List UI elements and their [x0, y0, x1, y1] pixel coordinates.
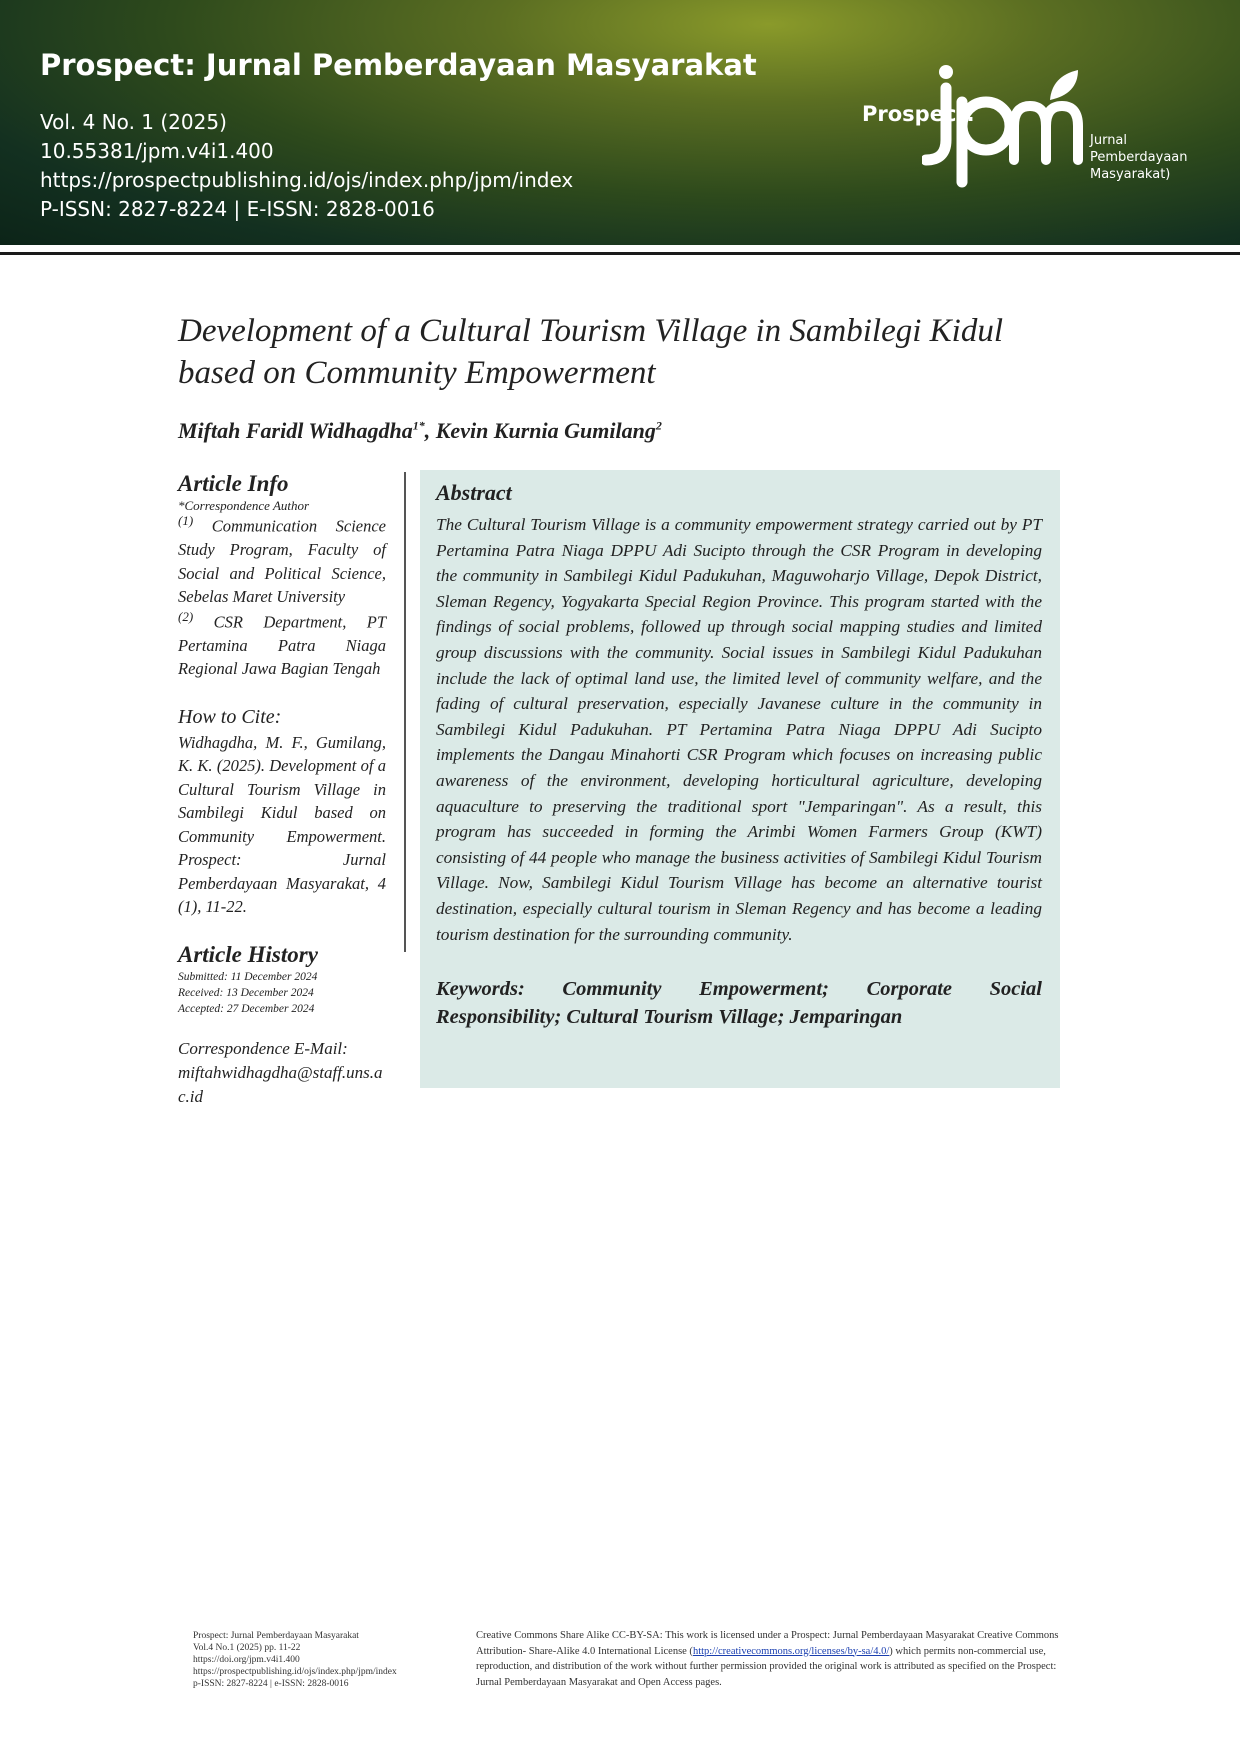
- jpm-logo-icon: [922, 62, 1092, 192]
- correspondence-email-block: [178, 1037, 386, 1109]
- article-info-heading: Article Info: [178, 471, 289, 496]
- abstract-text: The Cultural Tourism Village is a community empowerment strategy carried out by PT Pertamina Patra Niaga DPPU Adi Sucipto through the CSR Program in developing the community in Sambilegi Kidul Padukuhan, Maguwoharjo Village, Depok District, Sleman Regency, Yogyakarta Special Region Province. This program started with the findings of social problems, followed up through social mapping studies and limited group discussions with the community. Social issues in Sambilegi Kidul Padukuhan include the lack of optimal land use, the limited level of community welfare, and the fading of cultural preservation, especially Javanese culture in the community in Sambilegi Kidul Padukuhan. PT Pertamina Patra Niaga DPPU Adi Sucipto implements the Dangau Minahorti CSR Program which focuses on increasing public awareness of the environment, developing horticultural agriculture, developing aquaculture to preserving the traditional sport "Jemparingan". As a result, this program has succeeded in forming the Arimbi Women Farmers Group (KWT) consisting of 44 people who manage the business activities of Sambilegi Kidul Tourism Village. Now, Sambilegi Kidul Tourism Village has become an alternative tourist destination, especially cultural tourism in Sleman Regency and has become a leading tourism destination for the surrounding community.: [436, 515, 1042, 944]
- received-date: Received: 13 December 2024: [178, 986, 314, 999]
- logo-subtitle: [1090, 132, 1188, 183]
- journal-volume: Vol. 4 No. 1 (2025): [40, 110, 227, 134]
- license-text: ) which permits non-commercial use, reproduction, and distribution of the work without further permission provided the original work is attributed as specified on the Prospect: Jurnal Pemberdayaan Masyarakat and Open Access pages.: [476, 1645, 1057, 1688]
- footer-line: Prospect: Jurnal Pemberdayaan Masyarakat: [193, 1631, 359, 1641]
- author-affiliation-mark: 1*: [412, 418, 425, 433]
- journal-logo: [862, 62, 1202, 192]
- correspondence-email-label: Correspondence E-Mail:: [178, 1038, 348, 1058]
- correspondence-note: *Correspondence Author: [178, 498, 310, 513]
- affiliation-text: CSR Department, PT Pertamina Patra Niaga Regional Jawa Bagian Tengah: [178, 612, 386, 678]
- citation-text: Widhagdha, M. F., Gumilang, K. K. (2025). Development of a Cultural Tourism Village in Sambilegi Kidul based on Community Empowerment. Prospect: Jurnal Pemberdayaan Masyarakat, 4 (1), 11-22.: [178, 732, 386, 916]
- license-link[interactable]: http://creativecommons.org/licenses/by-sa/4.0/: [692, 1645, 890, 1657]
- author-name: Miftah Faridl Widhagdha: [178, 418, 413, 443]
- article-info-column: [178, 470, 386, 1109]
- abstract-box: [420, 470, 1060, 1088]
- affiliation-mark: (1): [178, 513, 194, 528]
- affiliation-text: Communication Science Study Program, Faculty of Social and Political Science, Sebelas Maret University: [178, 516, 386, 606]
- affiliation-mark: (2): [178, 608, 194, 624]
- logo-sub-line: Pemberdayaan: [1090, 150, 1188, 165]
- logo-sub-line: Jurnal: [1090, 133, 1128, 148]
- how-to-cite-heading: How to Cite:: [178, 705, 282, 728]
- author-separator: ,: [424, 418, 436, 443]
- article-authors: [178, 418, 662, 444]
- footer-line: p-ISSN: 2827-8224 | e-ISSN: 2828-0016: [193, 1679, 349, 1689]
- column-divider: [404, 472, 406, 952]
- footer-license: [476, 1628, 1064, 1690]
- journal-issn: P-ISSN: 2827-8224 | E-ISSN: 2828-0016: [40, 197, 435, 221]
- journal-url[interactable]: https://prospectpublishing.id/ojs/index.php/jpm/index: [40, 168, 574, 192]
- footer-line: https://doi.org/jpm.v4i1.400: [193, 1655, 300, 1665]
- accepted-date: Accepted: 27 December 2024: [178, 1002, 315, 1015]
- correspondence-email[interactable]: miftahwidhagdha@staff.uns.ac.id: [178, 1062, 383, 1106]
- affiliation-2: [178, 609, 386, 681]
- journal-meta: [40, 108, 573, 224]
- header-divider: [0, 252, 1240, 255]
- license-text: Creative Commons Share Alike CC-BY-SA: This work is licensed under a Prospect: Jurnal Pemberdayaan Masyarakat Creative Commons Attribution- Share-Alike 4.0 International License (: [476, 1630, 1059, 1657]
- footer-line: https://prospectpublishing.id/ojs/index.php/jpm/index: [193, 1667, 397, 1677]
- submitted-date: Submitted: 11 December 2024: [178, 970, 318, 983]
- footer-journal-info: [193, 1630, 397, 1690]
- keywords: Keywords: Community Empowerment; Corporate Social Responsibility; Cultural Tourism Village; Jemparingan: [436, 978, 1042, 1029]
- author-name: Kevin Kurnia Gumilang: [435, 418, 656, 443]
- affiliation-1: [178, 513, 386, 609]
- footer-line: Vol.4 No.1 (2025) pp. 11-22: [193, 1643, 301, 1653]
- abstract-heading: Abstract: [436, 480, 512, 505]
- journal-doi[interactable]: 10.55381/jpm.v4i1.400: [40, 139, 274, 163]
- journal-name: Prospect: Jurnal Pemberdayaan Masyarakat: [40, 48, 757, 82]
- article-history-heading: Article History: [178, 941, 318, 967]
- logo-prospect-text: Prospect:: [862, 102, 975, 126]
- article-title: Development of a Cultural Tourism Village in Sambilegi Kidul based on Community Empowerment: [178, 313, 1003, 391]
- logo-sub-line: Masyarakat): [1090, 167, 1171, 182]
- author-affiliation-mark: 2: [655, 418, 662, 433]
